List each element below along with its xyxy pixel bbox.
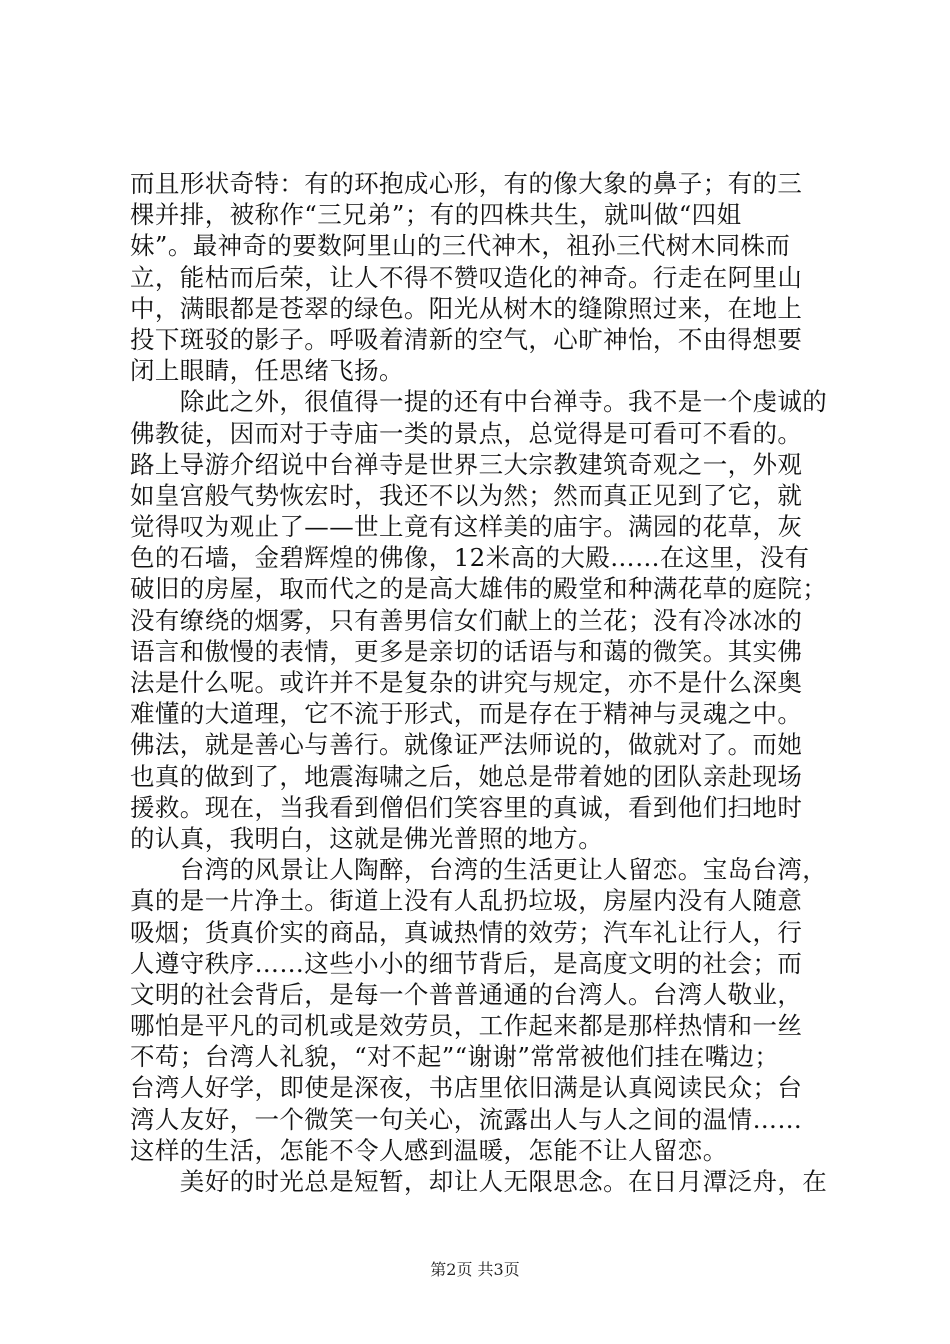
text-line: 语言和傲慢的表情，更多是亲切的话语与和蔼的微笑。其实佛	[130, 636, 803, 666]
text-line: 台湾人好学，即使是深夜，书店里依旧满是认真阅读民众；台	[130, 1073, 803, 1103]
text-line: 佛教徒，因而对于寺庙一类的景点，总觉得是可看可不看的。	[130, 418, 803, 448]
text-line: 真的是一片净土。街道上没有人乱扔垃圾，房屋内没有人随意	[130, 886, 803, 916]
text-line: 觉得叹为观止了——世上竟有这样美的庙宇。满园的花草，灰	[130, 512, 803, 542]
text-line: 如皇宫般气势恢宏时，我还不以为然；然而真正见到了它，就	[130, 480, 803, 510]
text-line: 没有缭绕的烟雾，只有善男信女们献上的兰花；没有冷冰冰的	[130, 605, 803, 635]
text-line: 佛法，就是善心与善行。就像证严法师说的，做就对了。而她	[130, 730, 803, 760]
text-line: 人遵守秩序……这些小小的细节背后，是高度文明的社会；而	[130, 948, 803, 978]
page-number-label: 第2页 共3页	[430, 1260, 520, 1279]
text-line: 援救。现在，当我看到僧侣们笑容里的真诚，看到他们扫地时	[130, 792, 803, 822]
text-line: 中，满眼都是苍翠的绿色。阳光从树木的缝隙照过来，在地上	[130, 293, 803, 323]
text-line: 立，能枯而后荣，让人不得不赞叹造化的神奇。行走在阿里山	[130, 262, 803, 292]
text-line: 而且形状奇特：有的环抱成心形，有的像大象的鼻子；有的三	[130, 169, 803, 198]
text-line: 棵并排，被称作“三兄弟”；有的四株共生，就叫做“四姐	[130, 200, 742, 230]
text-line: 除此之外，很值得一提的还有中台禅寺。我不是一个虔诚的	[130, 387, 828, 417]
text-line: 破旧的房屋，取而代之的是高大雄伟的殿堂和种满花草的庭院；	[130, 574, 828, 604]
text-line: 台湾的风景让人陶醉，台湾的生活更让人留恋。宝岛台湾，	[130, 855, 828, 885]
text-line: 也真的做到了，地震海啸之后，她总是带着她的团队亲赴现场	[130, 761, 803, 791]
text-line: 色的石墙，金碧辉煌的佛像，12米高的大殿……在这里，没有	[130, 543, 810, 573]
text-line: 文明的社会背后，是每一个普普通通的台湾人。台湾人敬业，	[130, 979, 803, 1009]
page-footer	[0, 1260, 950, 1280]
text-line: 湾人友好，一个微笑一句关心，流露出人与人之间的温情……	[130, 1104, 803, 1134]
text-line: 吸烟；货真价实的商品，真诚热情的效劳；汽车礼让行人，行	[130, 917, 803, 947]
text-line: 妹”。最神奇的要数阿里山的三代神木，祖孙三代树木同株而	[130, 231, 791, 261]
text-line: 难懂的大道理，它不流于形式，而是存在于精神与灵魂之中。	[130, 699, 803, 729]
text-line: 美好的时光总是短暂，却让人无限思念。在日月潭泛舟，在	[130, 1167, 828, 1196]
text-line: 路上导游介绍说中台禅寺是世界三大宗教建筑奇观之一，外观	[130, 449, 803, 479]
text-line: 的认真，我明白，这就是佛光普照的地方。	[130, 823, 604, 853]
text-line: 哪怕是平凡的司机或是效劳员，工作起来都是那样热情和一丝	[130, 1011, 803, 1041]
text-line: 法是什么呢。或许并不是复杂的讲究与规定，亦不是什么深奥	[130, 668, 803, 697]
text-line: 闭上眼睛，任思绪飞扬。	[130, 356, 404, 386]
document-body	[130, 168, 850, 1197]
text-line: 这样的生活，怎能不令人感到温暖，怎能不让人留恋。	[130, 1135, 728, 1165]
text-line: 不苟；台湾人礼貌，“对不起”“谢谢”常常被他们挂在嘴边；	[130, 1042, 780, 1072]
text-line: 投下斑驳的影子。呼吸着清新的空气，心旷神怡，不由得想要	[130, 324, 803, 354]
